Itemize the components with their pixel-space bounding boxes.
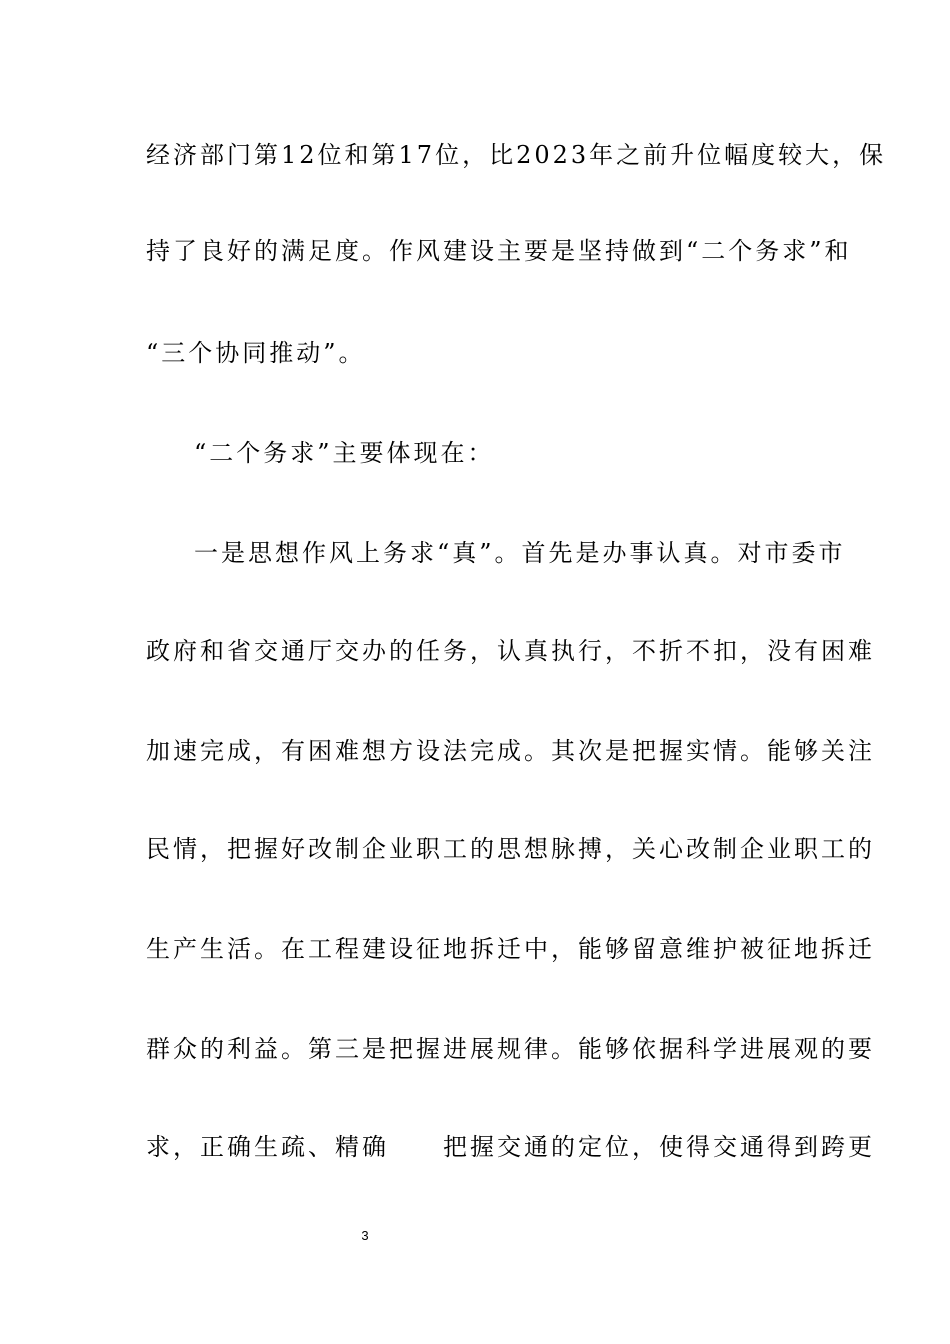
- text-line-10: 群众的利益。第三是把握进展规律。能够依据科学进展观的要: [146, 1035, 875, 1063]
- text-line-5: 一是思想作风上务求“真”。首先是办事认真。对市委市: [194, 539, 846, 567]
- page-number: 3: [361, 1228, 369, 1243]
- text-line-11: 求，正确生疏、精确 把握交通的定位，使得交通得到跨更: [146, 1133, 875, 1161]
- text-line-9: 生产生活。在工程建设征地拆迁中，能够留意维护被征地拆迁: [146, 935, 875, 963]
- text-line-6: 政府和省交通厅交办的任务，认真执行，不折不扣，没有困难: [146, 637, 875, 665]
- text-line-7: 加速完成，有困难想方设法完成。其次是把握实情。能够关注: [146, 737, 875, 765]
- text-line-8: 民情，把握好改制企业职工的思想脉搏，关心改制企业职工的: [146, 835, 875, 863]
- text-line-2: 持了良好的满足度。作风建设主要是坚持做到“二个务求”和: [146, 237, 852, 265]
- text-line-3: “三个协同推动”。: [146, 339, 366, 367]
- paragraph-heading: “二个务求”主要体现在：: [194, 439, 495, 467]
- text-line-1: 经济部门第12位和第17位，比2023年之前升位幅度较大，保: [146, 141, 887, 169]
